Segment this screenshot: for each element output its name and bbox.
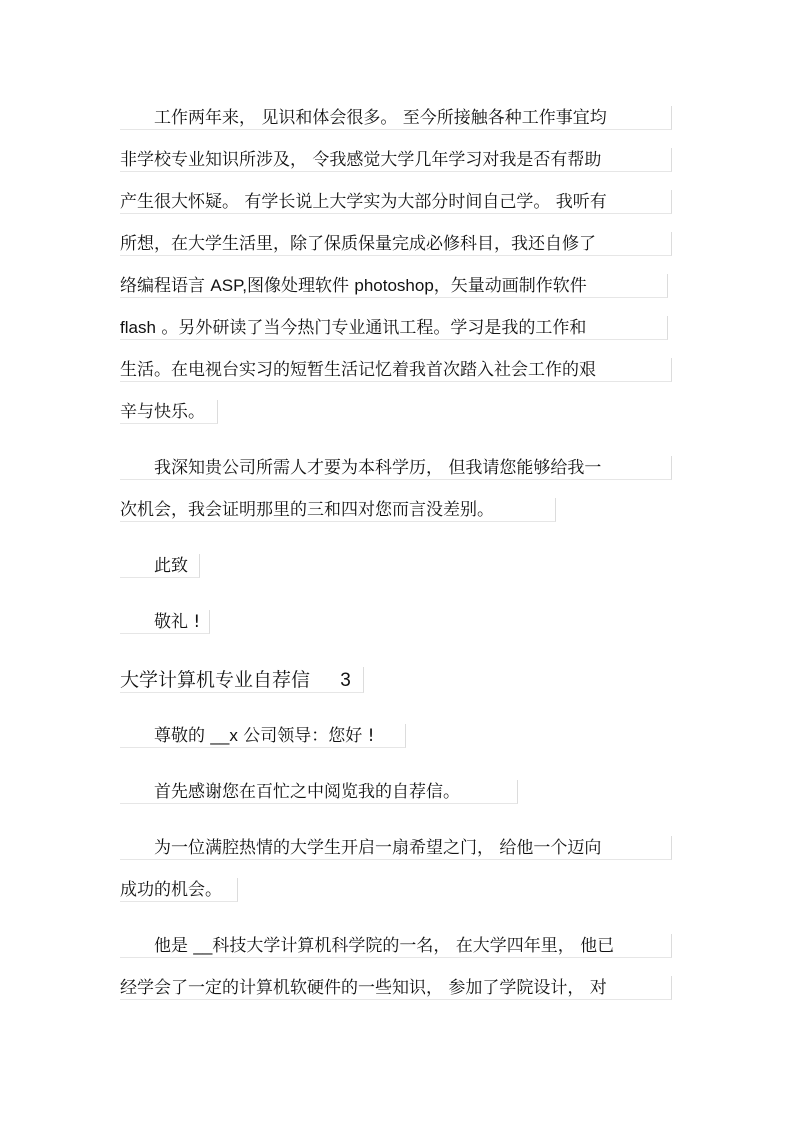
- paragraph-1-line-2: [120, 148, 672, 172]
- text-run: 生活。在电视台实习的短暂生活记忆着我首次踏入社会工作的艰: [120, 360, 596, 380]
- text-run: 为一位满腔热情的大学生开启一扇希望之门， 给他一个迈向: [120, 838, 602, 858]
- greeting-line: [120, 724, 406, 748]
- text-run: 非学校专业知识所涉及， 令我感觉大学几年学习对我是否有帮助: [120, 150, 602, 170]
- paragraph-3-line-2: [120, 878, 238, 902]
- paragraph-4-line-2: [120, 976, 672, 1000]
- text-run: 经学会了一定的计算机软硬件的一些知识， 参加了学院设计， 对: [120, 978, 607, 998]
- section-title: [120, 667, 364, 693]
- paragraph-1-line-7: [120, 358, 672, 382]
- text-run: 尊敬的: [120, 726, 211, 746]
- closing-text: 此致: [120, 556, 188, 576]
- flash-term: flash: [120, 318, 156, 337]
- thanks-line: [120, 780, 518, 804]
- text-run: 公司领导：您好 !: [237, 726, 375, 746]
- text-run: 辛与快乐。: [120, 402, 205, 422]
- paragraph-4-line-1: [120, 934, 672, 958]
- section-title-text: 大学计算机专业自荐信: [120, 669, 311, 691]
- name-blank: __x: [210, 726, 238, 745]
- text-run: 络编程语言: [120, 276, 211, 296]
- salute-text: 敬礼 !: [120, 612, 201, 632]
- paragraph-1-line-5: [120, 274, 668, 298]
- section-number: 3: [340, 670, 351, 691]
- paragraph-2-line-1: [120, 456, 672, 480]
- text-run: 图像处理软件: [246, 276, 355, 296]
- text-run: 次机会，我会证明那里的三和四对您而言没差别。: [120, 500, 494, 520]
- text-run: ，矢量动画制作软件: [433, 276, 587, 296]
- salute-line: [120, 610, 210, 634]
- text-run: 工作两年来， 见识和体会很多。 至今所接触各种工作事宜均: [120, 108, 607, 128]
- paragraph-1-line-4: [120, 232, 672, 256]
- text-run: 首先感谢您在百忙之中阅览我的自荐信。: [120, 782, 460, 802]
- paragraph-3-line-1: [120, 836, 672, 860]
- text-run: 产生很大怀疑。 有学长说上大学实为大部分时间自己学。 我听有: [120, 192, 607, 212]
- text-run: 科技大学计算机科学院的一名， 在大学四年里， 他已: [212, 936, 615, 956]
- asp-term: ASP,: [210, 276, 247, 295]
- closing-line: [120, 554, 200, 578]
- text-run: 。另外研读了当今热门专业通讯工程。学习是我的工作和: [155, 318, 587, 338]
- text-run: 成功的机会。: [120, 880, 222, 900]
- text-run: 我深知贵公司所需人才要为本科学历， 但我请您能够给我一: [120, 458, 602, 478]
- paragraph-1-line-1: [120, 106, 672, 130]
- text-run: 所想，在大学生活里，除了保质保量完成必修科目，我还自修了: [120, 234, 596, 254]
- paragraph-1-line-8: [120, 400, 218, 424]
- paragraph-1-line-3: [120, 190, 672, 214]
- paragraph-2-line-2: [120, 498, 556, 522]
- text-run: 他是: [120, 936, 194, 956]
- paragraph-1-line-6: [120, 316, 668, 340]
- school-blank: __: [193, 936, 213, 955]
- photoshop-term: photoshop: [354, 276, 434, 295]
